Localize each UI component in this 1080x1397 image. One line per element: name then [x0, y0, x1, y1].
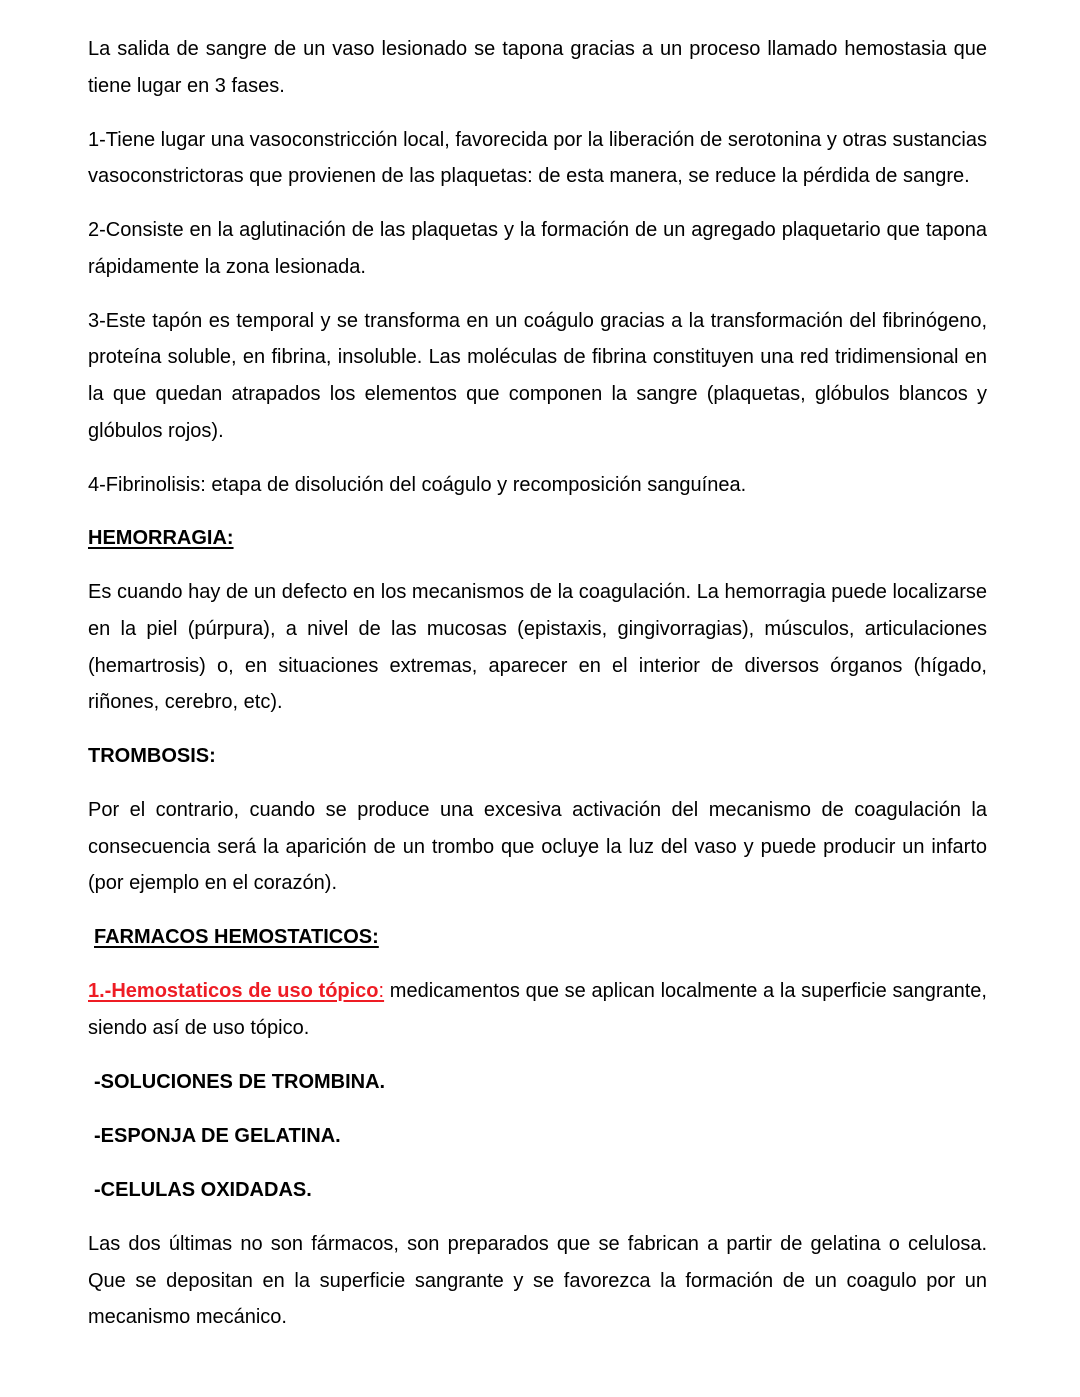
hemorragia-heading-text: HEMORRAGIA:: [88, 527, 234, 550]
topicos-paragraph: [88, 973, 987, 1046]
topicos-description: medicamentos que se aplican localmente a la superficie sangrante, siendo así de uso tópico.: [88, 980, 987, 1039]
list-item-trombina: -SOLUCIONES DE TROMBINA.: [94, 1070, 386, 1093]
phase-4-paragraph: 4-Fibrinolisis: etapa de disolución del coágulo y recomposición sanguínea.: [88, 473, 747, 496]
trombosis-paragraph: Por el contrario, cuando se produce una excesiva activación del mecanismo de coagulación la consecuencia será la aparición de un trombo que ocluye la luz del vaso y puede producir un infarto (por ejemplo en el corazón).: [88, 799, 987, 895]
closing-paragraph: Las dos últimas no son fármacos, son preparados que se fabrican a partir de gelatina o celulosa. Que se depositan en la superficie sangrante y se favorezca la formación de un coagulo por un mecanismo mecánico.: [88, 1232, 987, 1329]
topicos-title: 1.-Hemostaticos de uso tópico: [88, 980, 379, 1003]
list-item-gelatina: -ESPONJA DE GELATINA.: [94, 1124, 341, 1147]
topicos-colon: :: [378, 980, 385, 1003]
phase-3-paragraph: 3-Este tapón es temporal y se transforma en un coágulo gracias a la transformación del fibrinógeno, proteína soluble, en fibrina, insoluble. Las moléculas de fibrina constituyen una red tridimensional en la que quedan atrapados los elementos que componen la sangre (plaquetas, glóbulos blancos y glóbulos rojos).: [88, 309, 987, 442]
hemorragia-paragraph: Es cuando hay de un defecto en los mecanismos de la coagulación. La hemorragia puede localizarse en la piel (púrpura), a nivel de las mucosas (epistaxis, gingivorragias), músculos, articulaciones (hemartrosis) o, en situaciones extremas, aparecer en el interior de diversos órganos (hígado, riñones, cerebro, etc).: [88, 581, 987, 714]
phase-2-paragraph: 2-Consiste en la aglutinación de las plaquetas y la formación de un agregado plaquetario que tapona rápidamente la zona lesionada.: [88, 219, 987, 278]
phase-1-paragraph: 1-Tiene lugar una vasoconstricción local, favorecida por la liberación de serotonina y otras sustancias vasoconstrictoras que provienen de las plaquetas: de esta manera, se reduce la pérdida de sangre.: [88, 128, 987, 188]
document-page: [88, 31, 987, 1353]
trombosis-heading: TROMBOSIS:: [88, 745, 216, 768]
hemorragia-heading: [88, 520, 987, 557]
intro-paragraph: La salida de sangre de un vaso lesionado se tapona gracias a un proceso llamado hemostasia que tiene lugar en 3 fases.: [88, 38, 987, 97]
list-item-celulas: -CELULAS OXIDADAS.: [94, 1178, 312, 1201]
farmacos-heading: [88, 919, 987, 956]
farmacos-heading-text: FARMACOS HEMOSTATICOS:: [94, 926, 379, 949]
